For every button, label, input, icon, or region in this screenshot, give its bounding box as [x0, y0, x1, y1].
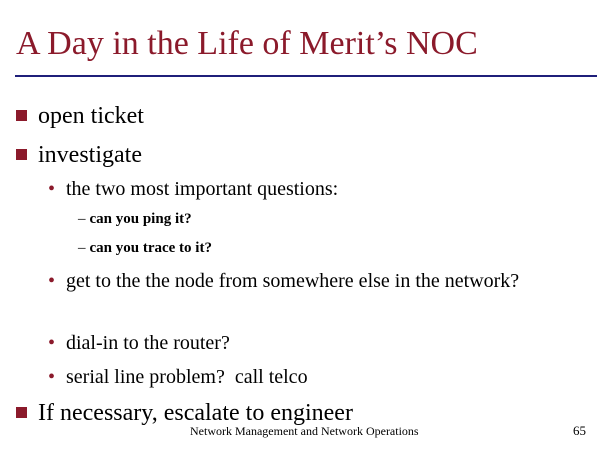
- slide-title: A Day in the Life of Merit’s NOC: [16, 25, 478, 62]
- subsub-item-ping: [78, 209, 192, 229]
- subsub-text: can you trace to it?: [89, 240, 212, 256]
- sub-bullet-text: the two most important questions:: [66, 178, 339, 200]
- bullet-item-investigate: [16, 141, 142, 169]
- dash-bullet-icon: –: [78, 240, 86, 256]
- square-bullet-icon: [16, 149, 27, 160]
- slide-footer: Network Management and Network Operations: [190, 424, 419, 438]
- subsub-item-trace: [78, 238, 212, 258]
- sub-bullet-questions: [48, 177, 536, 201]
- sub-bullet-text: get to the the node from somewhere else in the network?: [66, 270, 520, 292]
- subsub-text: can you ping it?: [89, 211, 192, 227]
- dot-bullet-icon: •: [48, 178, 56, 200]
- square-bullet-icon: [16, 407, 27, 418]
- bullet-item-open-ticket: [16, 102, 144, 130]
- square-bullet-icon: [16, 110, 27, 121]
- sub-bullet-dialin: [48, 331, 536, 355]
- sub-bullet-text: serial line problem? call telco: [66, 366, 308, 388]
- bullet-text: open ticket: [38, 103, 144, 129]
- dot-bullet-icon: •: [48, 270, 56, 292]
- dot-bullet-icon: •: [48, 366, 56, 388]
- dash-bullet-icon: –: [78, 211, 86, 227]
- sub-bullet-serial: [48, 365, 536, 389]
- page-number: 65: [573, 423, 586, 438]
- bullet-text: If necessary, escalate to engineer: [38, 400, 353, 426]
- title-underline: [15, 75, 597, 77]
- sub-bullet-text: dial-in to the router?: [66, 332, 230, 354]
- bullet-text: investigate: [38, 142, 142, 168]
- dot-bullet-icon: •: [48, 332, 56, 354]
- sub-bullet-node: [48, 269, 536, 293]
